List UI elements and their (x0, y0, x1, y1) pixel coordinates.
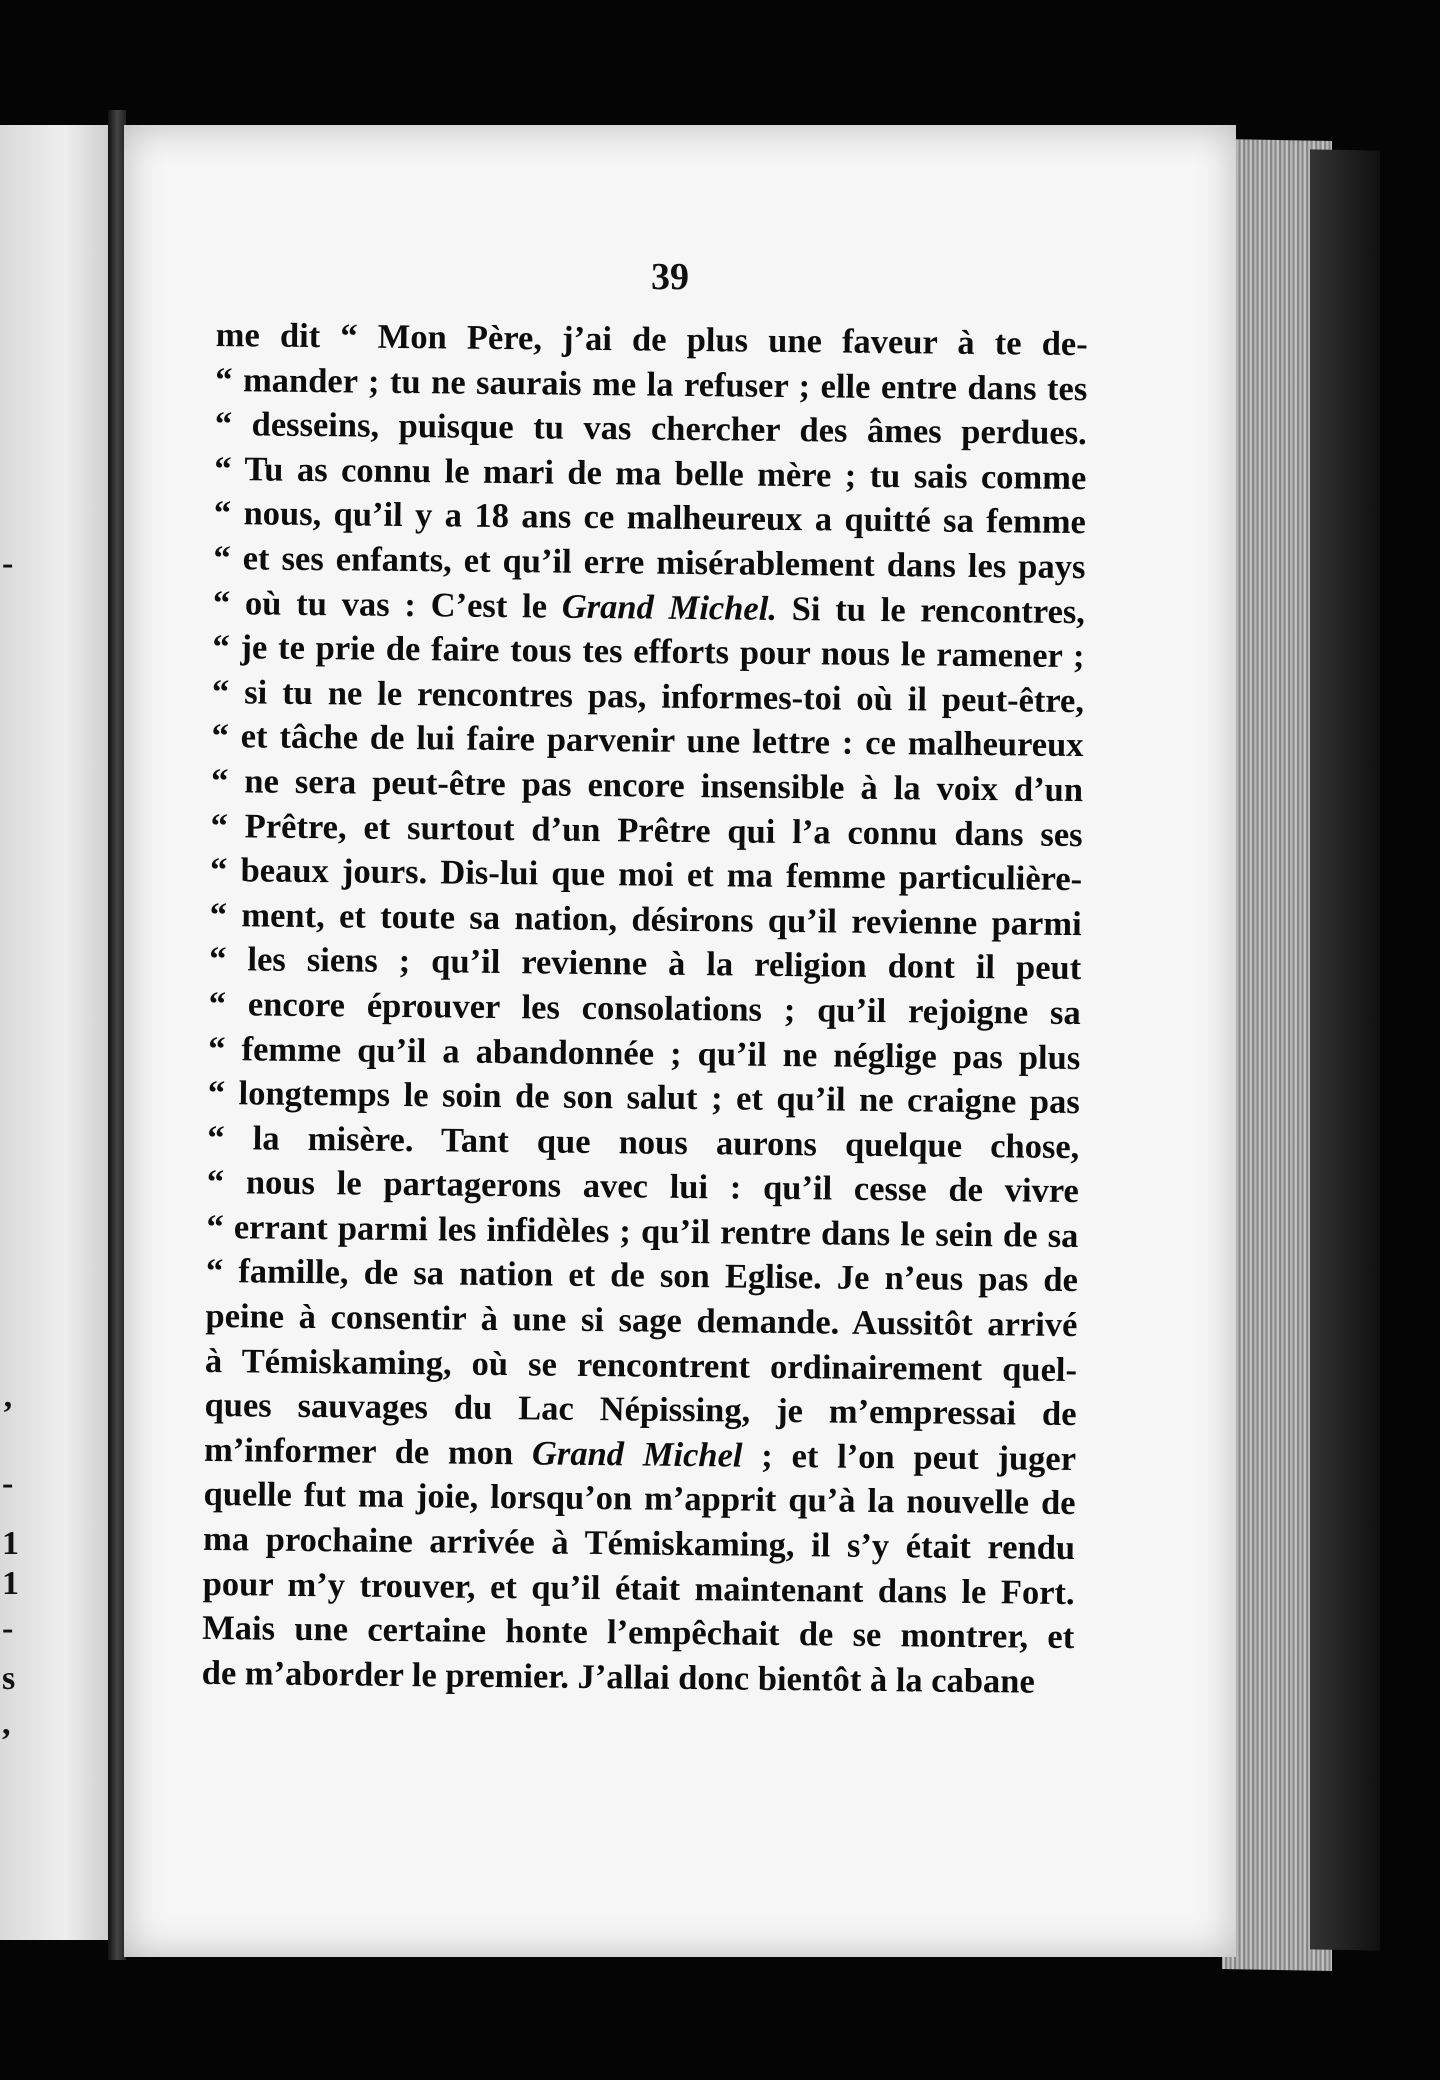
text-line: “ famille, de sa nation et de son Eglise. Je n’eus pas de (205, 1252, 1079, 1300)
text-line: “ femme qu’il a abandonnée ; qu’il ne néglige pas plus (208, 1029, 1081, 1077)
text-line: quelle fut ma joie, lorsqu’on m’apprit qu’à la nouvelle de (203, 1475, 1076, 1523)
text-line: ma prochaine arrivée à Témiskaming, il s’y était rendu (202, 1519, 1076, 1568)
book-page (124, 125, 1236, 1957)
left-page-fragment: - (2, 1610, 14, 1647)
text-line: “ ment, et toute sa nation, désirons qu’il revienne parmi (209, 895, 1082, 943)
text-line-end: Si tu le rencontres, (776, 589, 1086, 631)
text-line: “ et tâche de lui faire parvenir une lettre : ce malheureux (211, 717, 1084, 765)
text-line: “ mander ; tu ne saurais me la refuser ; elle entre dans tes (215, 360, 1088, 408)
book-cover-edge (1310, 149, 1380, 1950)
text-line: de m’aborder le premier. J’allai donc bientôt à la cabane (201, 1653, 1035, 1701)
left-page-edge (0, 125, 111, 1940)
text-line: Mais une certaine honte l’empêchait de se montrer, et (202, 1609, 1075, 1657)
text-line: “ ne sera peut-être pas encore insensible à la voix d’un (210, 761, 1084, 810)
page-number: 39 (651, 256, 689, 298)
left-page-fragment: ’ (2, 1395, 14, 1432)
text-line: me dit “ Mon Père, j’ai de plus une faveur à te de- (215, 315, 1088, 364)
text-line-end: ; et l’on peut juger (742, 1436, 1077, 1478)
text-line: “ je te prie de faire tous tes efforts pour nous le ramener ; (212, 628, 1085, 676)
left-page-fragment: , (2, 1705, 11, 1742)
text-line: peine à consentir à une si sage demande. Aussitôt arrivé (205, 1297, 1078, 1345)
left-page-fragment: s (2, 1660, 16, 1697)
italic-name: Grand Michel. (561, 587, 778, 628)
text-line: “ si tu ne le rencontres pas, informes-toi où il peut-être, (211, 672, 1085, 720)
text-line: “ la misère. Tant que nous aurons quelque chose, (207, 1118, 1080, 1166)
text-line: “ longtemps le soin de son salut ; et qu’il ne craigne pas (207, 1074, 1080, 1122)
text-line: “ Tu as connu le mari de ma belle mère ; tu sais comme (214, 449, 1087, 497)
text-line-start: m’informer de mon (203, 1430, 533, 1473)
text-line-start: “ où tu vas : C’est le (212, 583, 563, 626)
text-line: “ beaux jours. Dis-lui que moi et ma femme particulière- (209, 851, 1083, 899)
text-line: pour m’y trouver, et qu’il était maintenant dans le Fort. (202, 1564, 1075, 1612)
left-page-fragment: 1 (2, 1565, 19, 1602)
text-line: “ encore éprouver les consolations ; qu’il rejoigne sa (208, 984, 1081, 1032)
left-page-fragment: - (2, 545, 14, 582)
text-line: “ errant parmi les infidèles ; qu’il rentre dans le sein de sa (206, 1207, 1079, 1255)
text-line: “ Prêtre, et surtout d’un Prêtre qui l’a connu dans ses (210, 806, 1083, 854)
text-line: “ nous, qu’il y a 18 ans ce malheureux a quitté sa femme (213, 494, 1087, 542)
text-line: ques sauvages du Lac Népissing, je m’empressai de (204, 1386, 1077, 1434)
text-line: “ les siens ; qu’il revienne à la religion dont il peut (209, 940, 1082, 988)
text-line: “ et ses enfants, et qu’il erre misérablement dans les pays (213, 538, 1086, 587)
left-page-fragment: - (2, 1465, 14, 1502)
text-line: “ nous le partagerons avec lui : qu’il cesse de vivre (206, 1163, 1080, 1211)
page-text (202, 313, 1088, 1704)
text-line: “ desseins, puisque tu vas chercher des âmes perdues. (214, 405, 1087, 453)
italic-name: Grand Michel (531, 1434, 743, 1475)
text-line: à Témiskaming, où se rencontrent ordinairement quel- (204, 1341, 1078, 1389)
left-page-fragment: 1 (2, 1525, 19, 1562)
